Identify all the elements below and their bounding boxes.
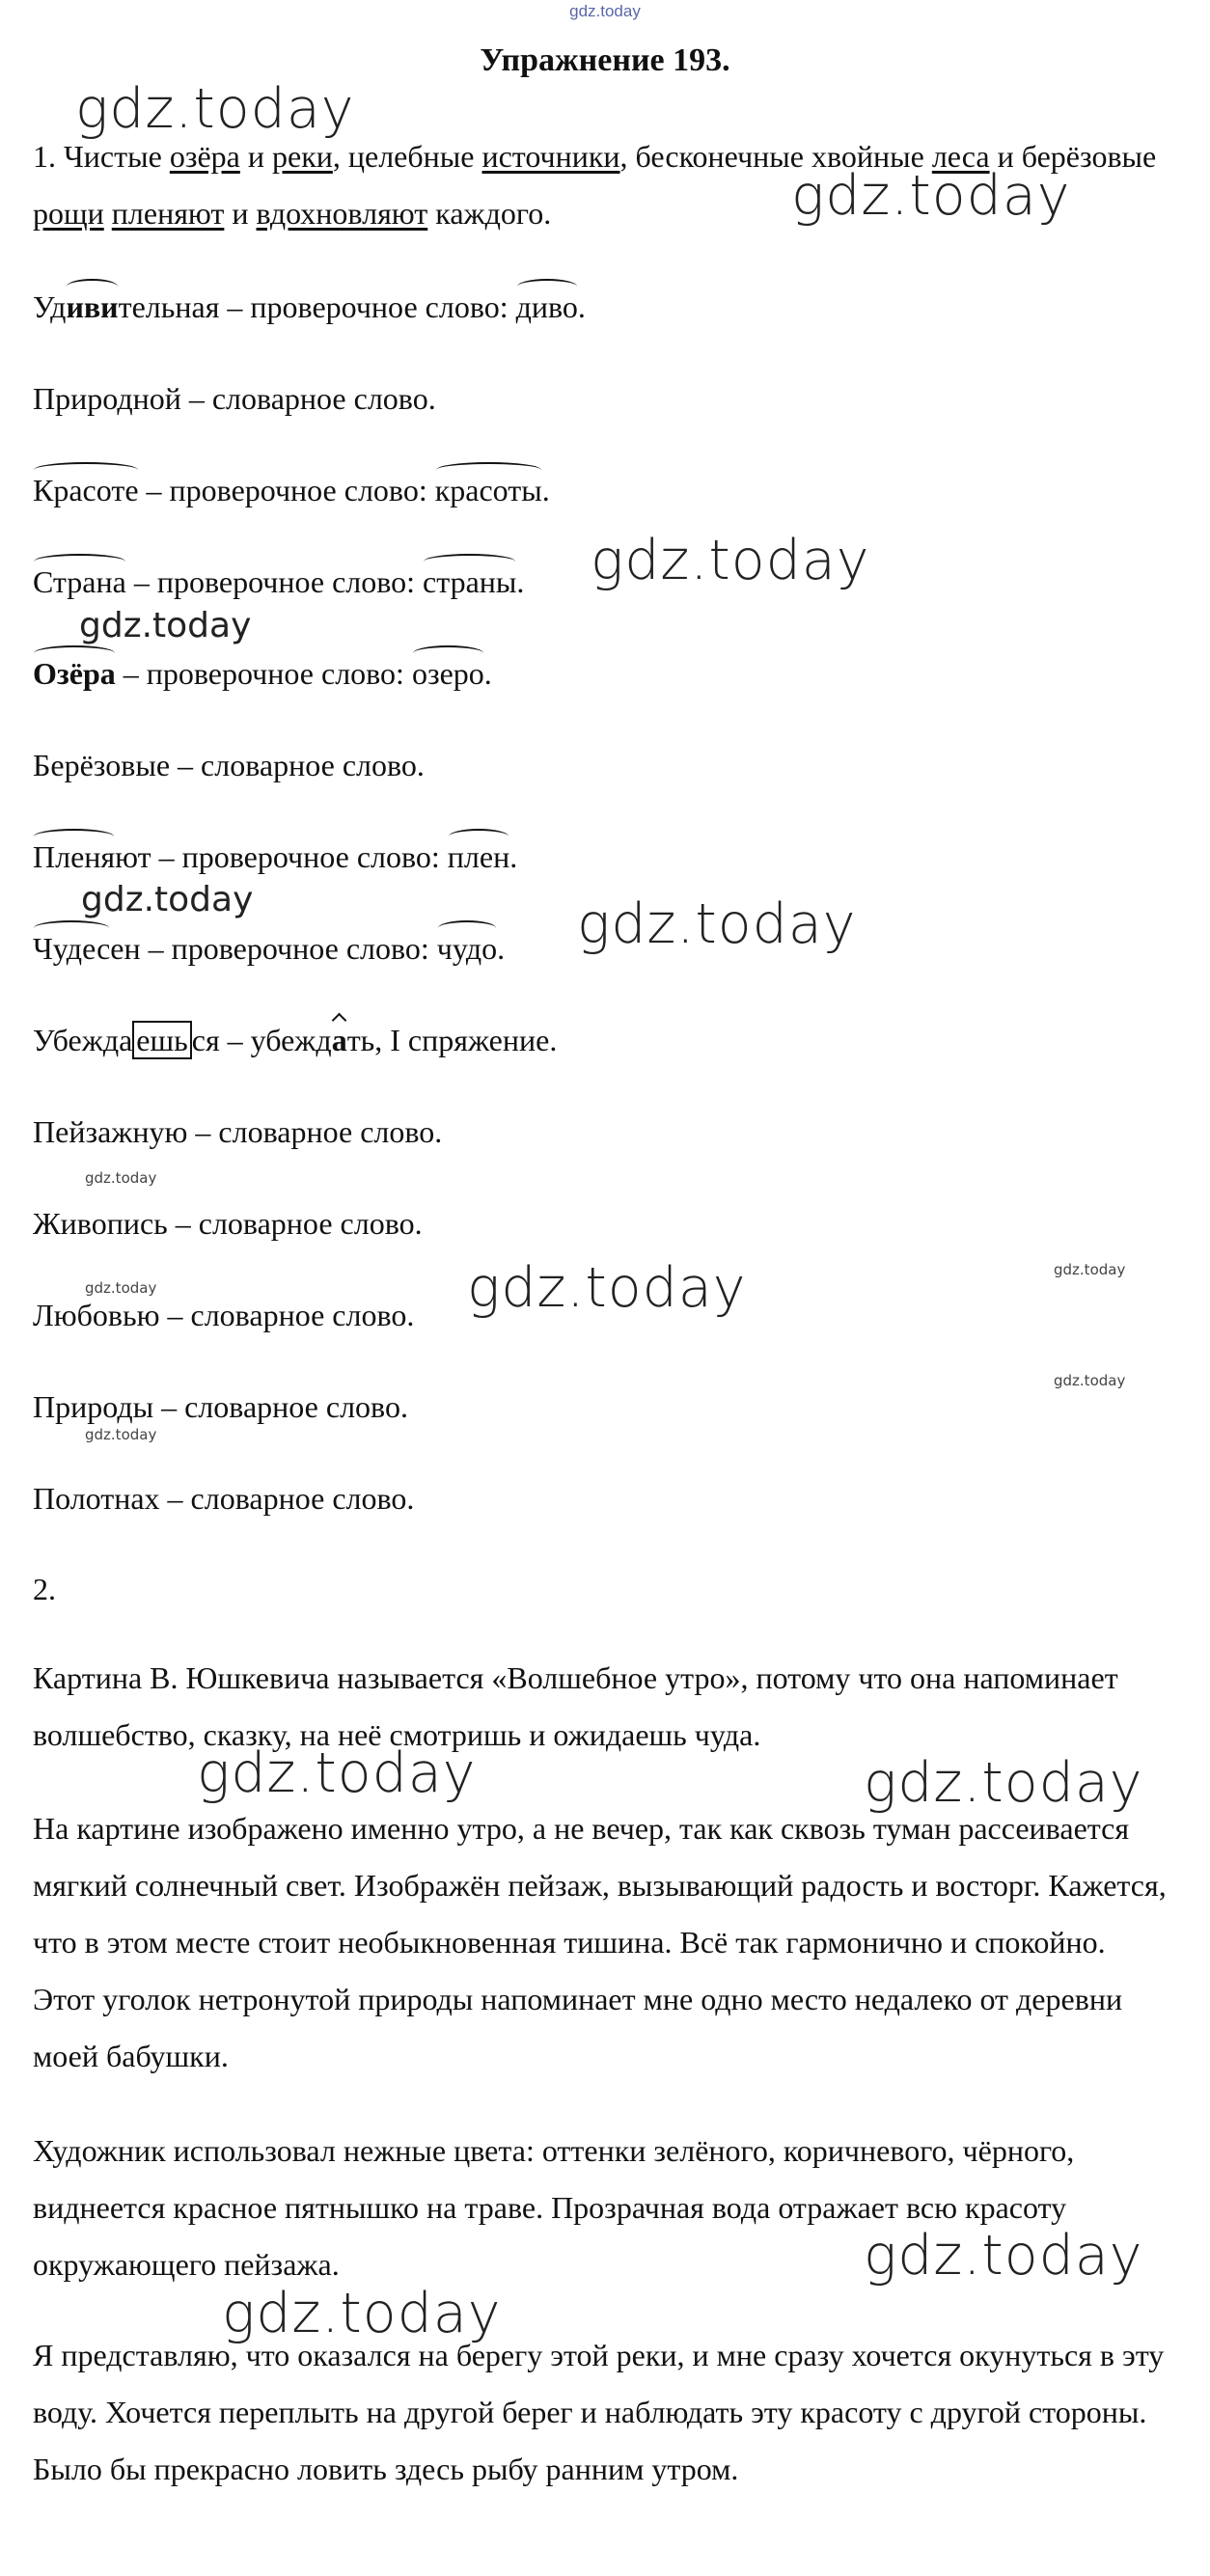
underlined-word: озёра bbox=[169, 139, 240, 174]
word-line: Страна – проверочное слово: страны. bbox=[33, 564, 525, 599]
paragraph: Художник использовал нежные цвета: оттенки зелёного, коричневого, чёрного, виднеется красное пятнышко на траве. Прозрачная вода отражает всю красоту окружающего пейзажа. bbox=[33, 2133, 1075, 2282]
watermark: gdz.today bbox=[864, 2224, 1143, 2288]
underlined-word: пленяют bbox=[111, 196, 225, 231]
watermark: gdz.today bbox=[197, 1741, 477, 1805]
section-number: 2. bbox=[33, 1572, 56, 1606]
sentence-1: 1. Чистые озёра и реки, целебные источники, бесконечные хвойные леса и берёзовые рощи пленяют и вдохновляют каждого. bbox=[33, 139, 1157, 231]
word-line: Полотнах – словарное слово. bbox=[33, 1481, 415, 1516]
check-word: диво bbox=[515, 289, 578, 324]
watermark: gdz.today bbox=[85, 1426, 157, 1443]
watermark: gdz.today bbox=[1054, 1372, 1126, 1389]
check-word: чудо bbox=[436, 931, 498, 966]
word-line: Убежда ешь ся – убеждать, I спряжение. bbox=[33, 1023, 558, 1057]
word-line: Красоте – проверочное слово: красоты. bbox=[33, 473, 550, 507]
check-word: страны bbox=[423, 564, 517, 599]
paragraph: На картине изображено именно утро, а не вечер, так как сквозь туман рассеивается мягкий солнечный свет. Изображён пейзаж, вызывающий радость и восторг. Кажется, что в этом месте стоит необыкновенная тишина. Всё так гармонично и спокойно. Этот уголок нетронутой природы напоминает мне одно место недалеко от деревни моей бабушки. bbox=[33, 1811, 1167, 2073]
check-word: озеро bbox=[411, 656, 484, 691]
watermark: gdz.today bbox=[791, 164, 1071, 228]
watermark: gdz.today bbox=[591, 529, 870, 592]
underlined-word: источники bbox=[481, 139, 620, 174]
check-word: плен bbox=[447, 839, 510, 874]
word-line: Природной – словарное слово. bbox=[33, 381, 436, 416]
word-line: Чудесен – проверочное слово: чудо. bbox=[33, 931, 506, 966]
underlined-word: рощи bbox=[33, 196, 104, 231]
word-line: Берёзовые – словарное слово. bbox=[33, 748, 425, 782]
watermark: gdz.today bbox=[85, 1279, 157, 1297]
watermark: gdz.today bbox=[577, 892, 857, 956]
watermark: gdz.today bbox=[467, 1256, 747, 1320]
root-mark: иви bbox=[66, 289, 119, 324]
root-mark: Страна bbox=[33, 564, 126, 599]
stress-mark: а bbox=[331, 1023, 347, 1057]
watermark: gdz.today bbox=[79, 606, 252, 645]
word-line: Пейзажную – словарное слово. bbox=[33, 1114, 443, 1149]
root-mark: Озёра bbox=[33, 656, 116, 691]
word-line: Удивительная – проверочное слово: диво. bbox=[33, 289, 586, 324]
root-mark: Красоте bbox=[33, 473, 139, 507]
watermark: gdz.today bbox=[1054, 1261, 1126, 1278]
underlined-word: вдохновляют bbox=[256, 196, 428, 231]
check-word: красоты bbox=[434, 473, 542, 507]
page-title: Упражнение 193. bbox=[480, 42, 730, 78]
watermark: gdz.today bbox=[81, 880, 254, 919]
root-mark: Чудес bbox=[33, 931, 111, 966]
ending-box: ешь bbox=[132, 1021, 191, 1059]
word-line: Природы – словарное слово. bbox=[33, 1389, 408, 1424]
paragraph: Я представляю, что оказался на берегу этой реки, и мне сразу хочется окунуться в эту воду. Хочется переплыть на другой берег и наблюдать эту красоту с другой стороны. Было бы прекрасно ловить здесь рыбу ранним утром. bbox=[33, 2338, 1165, 2486]
watermark: gdz.today bbox=[864, 1751, 1143, 1815]
word-line: Живопись – словарное слово. bbox=[33, 1206, 423, 1241]
watermark: gdz.today bbox=[222, 2282, 502, 2345]
word-line: Пленяют – проверочное слово: плен. bbox=[33, 839, 518, 874]
watermark: gdz.today bbox=[85, 1169, 157, 1187]
underlined-word: леса bbox=[931, 139, 990, 174]
underlined-word: реки bbox=[271, 139, 333, 174]
root-mark: Пленя bbox=[33, 839, 116, 874]
word-line: Озёра – проверочное слово: озеро. bbox=[33, 656, 492, 691]
watermark: gdz.today bbox=[75, 77, 355, 141]
word-line: Любовью – словарное слово. bbox=[33, 1298, 415, 1332]
paragraph: Картина В. Юшкевича называется «Волшебное утро», потому что она напоминает волшебство, сказку, на неё смотришь и ожидаешь чуда. bbox=[33, 1660, 1118, 1752]
site-mark: gdz.today bbox=[569, 2, 641, 20]
